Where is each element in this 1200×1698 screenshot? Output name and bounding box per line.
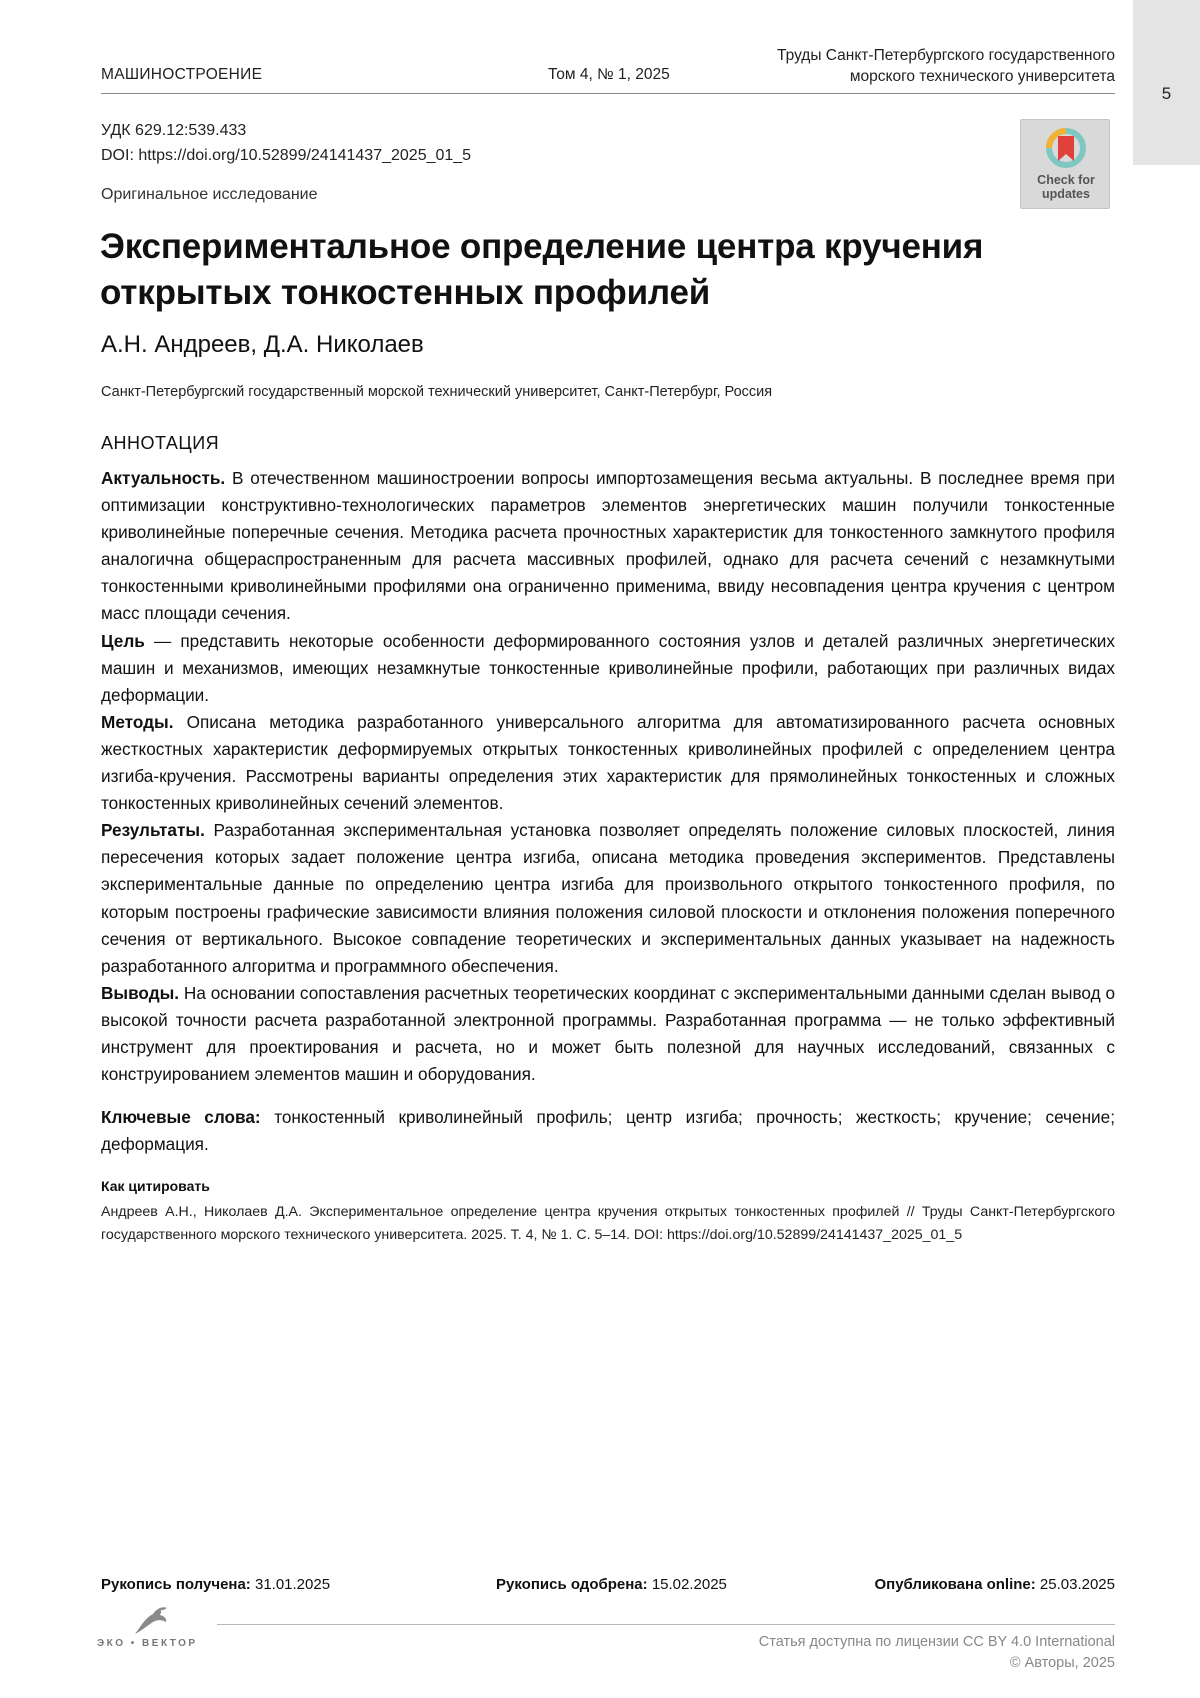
check-for-updates-icon — [1045, 127, 1087, 171]
header-journal — [715, 45, 1115, 87]
date-received-label: Рукопись получена: — [101, 1576, 251, 1593]
header-divider — [101, 93, 1115, 94]
page-tab — [1133, 0, 1200, 165]
abstract-conclusions-label: Выводы. — [101, 982, 180, 1003]
license-text[interactable]: Статья доступна по лицензии CC BY 4.0 International — [758, 1634, 1115, 1650]
article-authors: А.Н. Андреев, Д.А. Николаев — [101, 331, 424, 358]
abstract-results — [101, 817, 1115, 980]
abstract-aim — [101, 628, 1115, 709]
date-received — [101, 1576, 330, 1593]
check-for-updates-line1: Check for — [1037, 173, 1095, 187]
date-published-value: 25.03.2025 — [1035, 1576, 1115, 1593]
date-received-value: 31.01.2025 — [250, 1576, 331, 1593]
date-approved — [496, 1576, 727, 1593]
date-approved-label: Рукопись одобрена: — [496, 1576, 648, 1593]
keywords-label: Ключевые слова: — [101, 1107, 261, 1127]
abstract-results-label: Результаты. — [101, 820, 205, 841]
abstract-aim-text: — представить некоторые особенности деформированного состояния узлов и деталей различных энергетических машин и механизмов, имеющих незамкнутые тонкостенные криволинейные профили, работающих при различных видах деформации. — [101, 630, 1115, 705]
date-approved-value: 15.02.2025 — [647, 1576, 727, 1593]
abstract-relevance — [101, 465, 1115, 628]
footer-divider — [217, 1624, 1115, 1625]
check-for-updates-badge[interactable] — [1020, 119, 1110, 209]
header-journal-line2: морского технического университета — [849, 68, 1115, 85]
abstract-results-text: Разработанная экспериментальная установка позволяет определять положение силовых плоскостей, линия пересечения которых задает положение центра изгиба, описана методика проведения экспериментов. Представлены экспериментальные данные по определению центра изгиба для произвольного открытого тонкостенного профиля, по которым построены графические зависимости влияния положения силовой плоскости и отклонения положения поперечного сечения от вертикального. Высокое совпадение теоретических и экспериментальных данных указывает на надежность разработанного алгоритма и программного обеспечения. — [101, 820, 1115, 976]
page-number: 5 — [1161, 84, 1172, 103]
article-type: Оригинальное исследование — [101, 186, 318, 203]
header-journal-line1: Труды Санкт-Петербургского государственного — [777, 47, 1115, 64]
bird-logo-icon — [133, 1604, 169, 1636]
copyright-text: © Авторы, 2025 — [1009, 1655, 1115, 1671]
abstract-body — [101, 465, 1115, 1088]
citation-heading: Как цитировать — [101, 1178, 210, 1194]
citation-text: Андреев А.Н., Николаев Д.А. Экспериментальное определение центра кручения открытых тонкостенных профилей // Труды Санкт-Петербургского государственного морского технического университета. 2025. Т. 4, № 1. С. 5–14. DOI: https://doi.org/10.52899/24141437_2025_01_5 — [101, 1204, 1115, 1243]
abstract-conclusions-text: На основании сопоставления расчетных теоретических координат с экспериментальными данными сделан вывод о высокой точности расчета разработанной электронной программы. Разработанная программа — не только эффективный инструмент для проектирования и расчета, но и может быть полезной для научных исследований, связанных с конструированием элементов машин и оборудования. — [101, 982, 1115, 1085]
abstract-heading: АННОТАЦИЯ — [101, 433, 220, 453]
publisher-logo — [97, 1604, 207, 1650]
header-issue: Том 4, № 1, 2025 — [548, 66, 670, 83]
abstract-aim-label: Цель — [101, 630, 145, 651]
check-for-updates-label — [1021, 173, 1111, 201]
author-affiliation: Санкт-Петербургский государственный морской технический университет, Санкт-Петербург, Россия — [101, 384, 773, 400]
article-title — [100, 224, 1000, 316]
abstract-methods — [101, 709, 1115, 817]
keywords — [101, 1104, 1115, 1158]
abstract-methods-label: Методы. — [101, 711, 174, 732]
abstract-conclusions — [101, 980, 1115, 1088]
abstract-methods-text: Описана методика разработанного универсального алгоритма для автоматизированного расчета основных жесткостных характеристик деформируемых открытых тонкостенных криволинейных профилей с определением центра изгиба-кручения. Рассмотрены варианты определения этих характеристик для прямолинейных тонкостенных и сложных тонкостенных криволинейных сечений элементов. — [101, 711, 1115, 814]
date-published — [874, 1576, 1115, 1593]
keywords-text: тонкостенный криволинейный профиль; центр изгиба; прочность; жесткость; кручение; сечение; деформация. — [101, 1107, 1115, 1155]
header-section: МАШИНОСТРОЕНИЕ — [101, 66, 263, 83]
publisher-name: ЭКО • ВЕКТОР — [97, 1638, 198, 1649]
doi-link[interactable]: DOI: https://doi.org/10.52899/24141437_2025_01_5 — [101, 147, 472, 164]
license-info — [615, 1632, 1115, 1674]
date-published-label: Опубликована online: — [874, 1576, 1036, 1593]
udk-code: УДК 629.12:539.433 — [101, 122, 247, 139]
article-title-line2: открытых тонкостенных профилей — [100, 273, 711, 312]
article-title-line1: Экспериментальное определение центра кручения — [100, 227, 984, 266]
abstract-relevance-text: В отечественном машиностроении вопросы импортозамещения весьма актуальны. В последнее время при оптимизации конструктивно-технологических параметров элементов энергетических машин получили тонкостенные криволинейные поперечные сечения. Методика расчета прочностных характеристик для тонкостенного замкнутого профиля аналогична общераспространенным для расчета массивных профилей, однако для расчета сечений с незамкнутыми тонкостенными криволинейными профилями она ограниченно применима, ввиду несовпадения центра кручения с центром масс площади сечения. — [101, 468, 1115, 624]
abstract-relevance-label: Актуальность. — [101, 468, 226, 488]
check-for-updates-line2: updates — [1042, 187, 1090, 201]
